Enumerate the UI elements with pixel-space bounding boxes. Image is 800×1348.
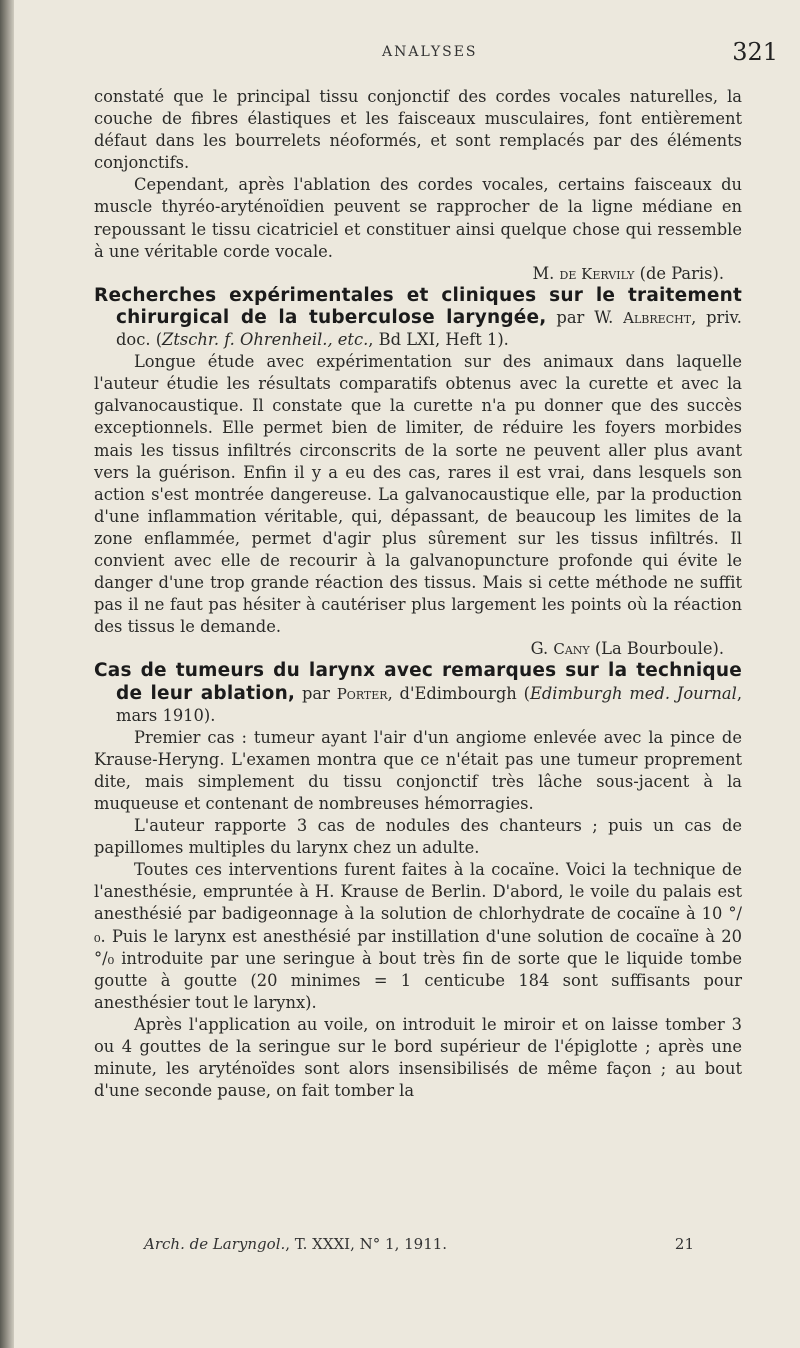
paragraph: Longue étude avec expérimentation sur des animaux dans laquelle l'auteur étudie les résultats comparatifs obtenus avec la curette et avec la galvanocaustique. Il constate que la curette n'a pu donner que des succès exceptionnels. Elle permet bien de limiter, de réduire les foyers morbides mais les tissus infiltrés circonscrits de la sorte ne peuvent aller plus avant vers la guérison. Enfin il y a eu des cas, rares il est vrai, dans lesquels son action s'est montrée dangereuse. La galvanocaustique elle, par la production d'une inflammation véritable, qui, dépassant, de beaucoup les limites de la zone enflammée, permet d'agir plus sûrement sur les tissus infiltrés. Il convient avec elle de recourir à la galvanopuncture profonde qui évite le danger d'une trop grande réaction des tissus. Mais si cette méthode ne suffit pas il ne faut pas hésiter à cautériser plus largement les points où la réaction des tissus le demande. (94, 352, 742, 637)
page-number: 321 (732, 38, 778, 66)
abstract-title: Cas de tumeurs du larynx avec remarques sur la technique de leur ablation, (94, 660, 742, 704)
abstract-author-info: , priv. doc. ( (116, 307, 742, 350)
signature-place: (La Bourboule). (589, 639, 724, 659)
author-signature (94, 263, 742, 285)
abstract-by: par W. (546, 307, 624, 327)
paragraph-continuation: constaté que le principal tissu conjonctif des cordes vocales naturelles, la couche de fibres élastiques et les faisceaux musculaires, font entièrement défaut dans les bourrelets néoformés, et sont remplacés par des éléments conjonctifs. (94, 87, 742, 173)
footer-volume: , T. XXXI, N° 1, 1911. (285, 1235, 448, 1253)
footer-sheet-number: 21 (674, 1235, 694, 1253)
author-signature (94, 638, 742, 660)
paragraph: L'auteur rapporte 3 cas de nodules des chanteurs ; puis un cas de papillomes multiples du larynx chez un adulte. (94, 816, 742, 858)
abstract-author: Albrecht (623, 308, 692, 327)
paragraph: Cependant, après l'ablation des cordes vocales, certains faisceaux du muscle thyréo-aryténoïdien peuvent se rapprocher de la ligne médiane en repoussant le tissu cicatriciel et constituer ainsi quelque chose qui ressemble à une véritable corde vocale. (94, 175, 742, 261)
abstract-reference: , mars 1910). (116, 683, 742, 725)
signature-name: Cany (553, 640, 590, 659)
signature-prefix: M. (532, 263, 560, 283)
body-text (94, 86, 742, 1102)
footer-journal: Arch. de Laryngol. (144, 1235, 286, 1253)
signature-prefix: G. (530, 639, 554, 659)
signature-name: de Kervily (559, 264, 635, 283)
abstract-heading (94, 660, 742, 726)
signature-place: (de Paris). (634, 263, 724, 283)
document-page (14, 0, 800, 1348)
paragraph: Toutes ces interventions furent faites à la cocaïne. Voici la technique de l'anesthésie, empruntée à H. Krause de Berlin. D'abord, le voile du palais est anesthésié par badigeonnage à la solution de chlorhydrate de cocaïne à 10 °/₀. Puis le larynx est anesthésié par instillation d'une solution de cocaïne à 20 °/₀ introduite par une seringue à bout très fin de sorte que le liquide tombe goutte à goutte (20 minimes = 1 centicube 184 sont suffisants pour anesthésier tout le larynx). (94, 860, 742, 1012)
abstract-reference: , Bd LXI, Heft 1). (368, 330, 509, 350)
page-footer (144, 1235, 694, 1253)
abstract-journal: Ztschr. f. Ohrenheil., etc. (162, 330, 369, 350)
page-binding-shadow (0, 0, 14, 1348)
abstract-title: Recherches expérimentales et cliniques sur le traitement chirurgical de la tuberculose laryngée, (94, 284, 742, 328)
abstract-author: Porter (336, 684, 388, 703)
paragraph: Premier cas : tumeur ayant l'air d'un angiome enlevée avec la pince de Krause-Heryng. L'examen montra que ce n'était pas une tumeur proprement dite, mais simplement du tissu conjonctif très lâche sous-jacent à la muqueuse et contenant de nombreuses hémorragies. (94, 727, 742, 813)
abstract-heading (94, 285, 742, 351)
abstract-by: par (295, 683, 337, 703)
running-head: ANALYSES (382, 44, 478, 60)
paragraph: Après l'application au voile, on introduit le miroir et on laisse tomber 3 ou 4 gouttes de la seringue sur le bord supérieur de l'épiglotte ; après une minute, les aryténoïdes sont alors insensibilisés de même façon ; au bout d'une seconde pause, on fait tomber la (94, 1014, 742, 1101)
abstract-journal: Edimburgh med. Journal (529, 683, 737, 703)
abstract-author-info: , d'Edimbourgh ( (387, 683, 530, 703)
